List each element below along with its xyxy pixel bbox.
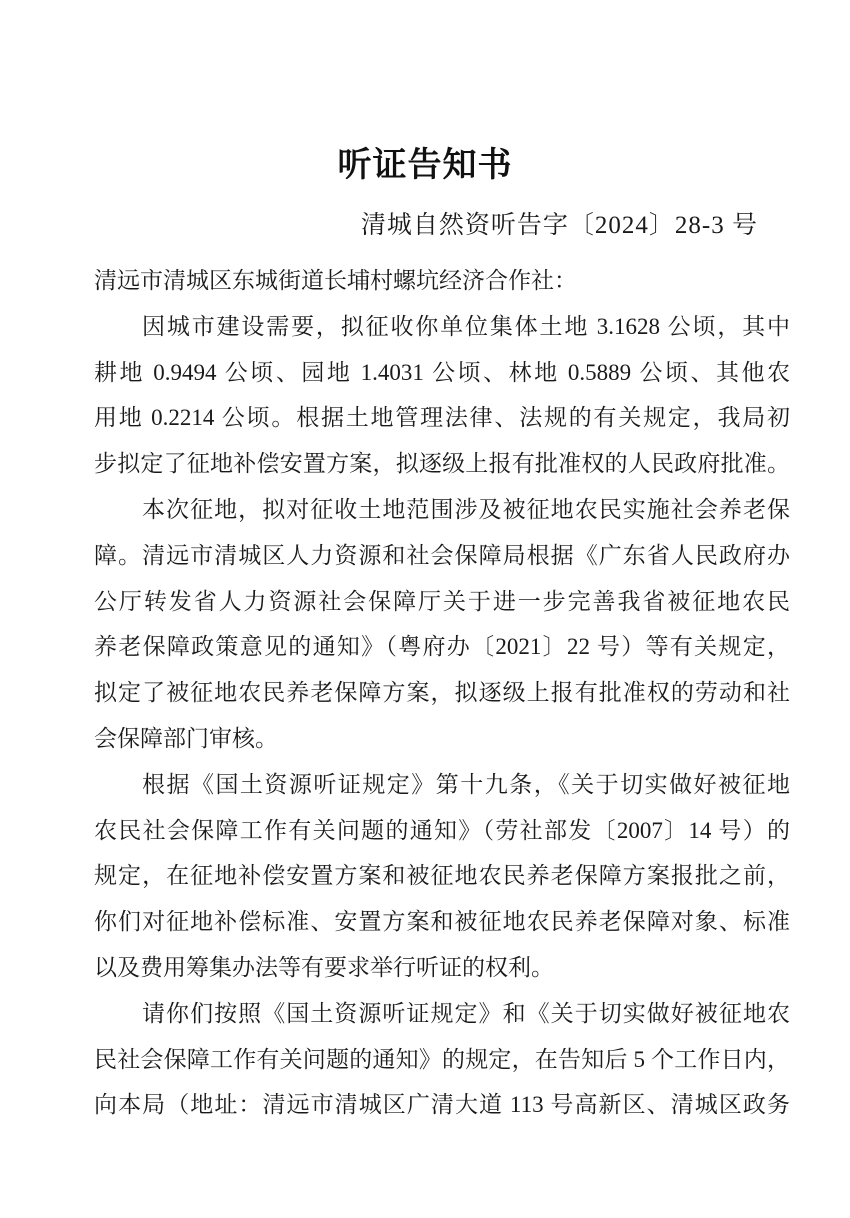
document-line: 根据《国土资源听证规定》第十九条，《关于切实做好被征地: [142, 771, 790, 797]
document-line: 公厅转发省人力资源社会保障厅关于进一步完善我省被征地农民: [94, 588, 790, 614]
document-line: 以及费用筹集办法等有要求举行听证的权利。: [94, 954, 554, 980]
document-line: 因城市建设需要，拟征收你单位集体土地 3.1628 公顷，其中: [142, 313, 790, 339]
document-line: 规定，在征地补偿安置方案和被征地农民养老保障方案报批之前，: [94, 863, 790, 889]
document-line: 养老保障政策意见的通知》（粤府办〔2021〕22 号）等有关规定，: [94, 634, 790, 660]
document-line: 拟定了被征地农民养老保障方案，拟逐级上报有批准权的劳动和社: [94, 680, 790, 706]
document-line: 农民社会保障工作有关问题的通知》（劳社部发〔2007〕14 号）的: [94, 817, 790, 843]
document-line: 障。清远市清城区人力资源和社会保障局根据《广东省人民政府办: [94, 542, 790, 568]
document-line: 你们对征地补偿标准、安置方案和被征地农民养老保障对象、标准: [94, 909, 790, 935]
document-line: 步拟定了征地补偿安置方案，拟逐级上报有批准权的人民政府批准。: [94, 451, 790, 477]
document-line: 本次征地，拟对征收土地范围涉及被征地农民实施社会养老保: [142, 496, 790, 522]
document-title: 听证告知书: [337, 147, 513, 184]
document-line: 用地 0.2214 公顷。根据土地管理法律、法规的有关规定，我局初: [94, 405, 790, 431]
document-line: 民社会保障工作有关问题的通知》的规定，在告知后 5 个工作日内，: [94, 1046, 790, 1072]
document-line: 请你们按照《国土资源听证规定》和《关于切实做好被征地农: [142, 1000, 790, 1026]
recipient-line: 清远市清城区东城街道长埔村螺坑经济合作社：: [94, 268, 577, 293]
document-number: 清城自然资听告字〔2024〕28-3 号: [360, 212, 758, 239]
document-body: [94, 258, 790, 1128]
document-line: 向本局（地址：清远市清城区广清大道 113 号高新区、清城区政务: [94, 1092, 790, 1118]
document-line: 耕地 0.9494 公顷、园地 1.4031 公顷、林地 0.5889 公顷、其他农: [94, 359, 790, 385]
document-line: 会保障部门审核。: [94, 725, 278, 751]
